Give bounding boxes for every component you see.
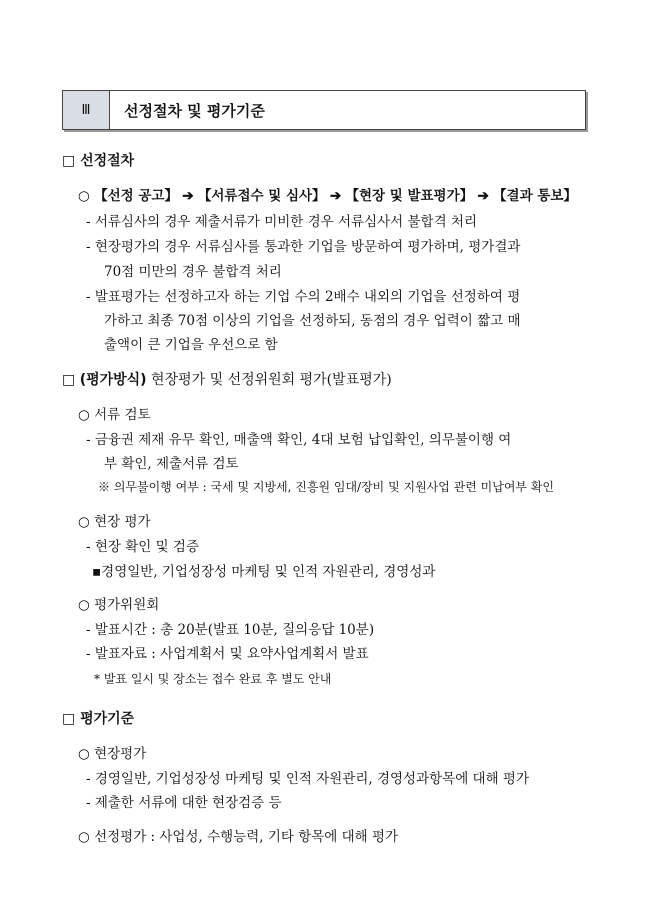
procedure-item: - 발표평가는 선정하고자 하는 기업 수의 2배수 내외의 기업을 선정하여 평 [86, 289, 521, 305]
doc-review-line: - 금융권 제재 유무 확인, 매출액 확인, 4대 보험 납입확인, 의무불이행 여 [86, 432, 512, 448]
committee-line: - 발표자료 : 사업계획서 및 요약사업계획서 발표 [86, 646, 369, 662]
procedure-item: - 서류심사의 경우 제출서류가 미비한 경우 서류심사서 불합격 처리 [86, 214, 477, 230]
criteria-selection: ○ 선정평가 : 사업성, 수행능력, 기타 항목에 대해 평가 [78, 829, 399, 845]
evaluation-method-text: 현장평가 및 선정위원회 평가(발표평가) [151, 372, 392, 388]
flow-bullet: ○ [78, 188, 90, 204]
procedure-flow [78, 184, 577, 204]
procedure-item-cont: 70점 미만의 경우 불합격 처리 [104, 264, 282, 280]
site-evaluation-line: - 현장 확인 및 검증 [86, 539, 200, 555]
committee-title: ○ 평가위원회 [78, 597, 160, 613]
evaluation-method-line [62, 369, 392, 389]
arrow-right-icon: ➔ [477, 188, 489, 204]
criteria-site-line: - 제출한 서류에 대한 현장검증 등 [86, 795, 282, 811]
flow-step-evaluation: 【현장 및 발표평가】 [345, 188, 474, 204]
doc-review-title: ○ 서류 검토 [78, 407, 151, 423]
section-title: 선정절차 및 평가기준 [124, 101, 265, 120]
procedure-item-cont: 출액이 큰 기업을 우선으로 함 [104, 337, 278, 353]
arrow-right-icon: ➔ [182, 188, 194, 204]
flow-step-announcement: 【선정 공고】 [94, 188, 178, 204]
evaluation-method-label: (평가방식) [79, 372, 147, 388]
committee-line: - 발표시간 : 총 20분(발표 10분, 질의응답 10분) [86, 622, 375, 638]
criteria-site-line: - 경영일반, 기업성장성 마케팅 및 인적 자원관리, 경영성과항목에 대해 평가 [86, 771, 529, 787]
doc-review-note: ※ 의무불이행 여부 : 국세 및 지방세, 진흥원 임대/장비 및 지원사업 관련 미납여부 확인 [98, 480, 555, 494]
procedure-item: - 현장평가의 경우 서류심사를 통과한 기업을 방문하여 평가하며, 평가결과 [86, 239, 521, 255]
doc-review-line-cont: 부 확인, 제출서류 검토 [104, 456, 239, 472]
flow-step-result: 【결과 통보】 [493, 188, 577, 204]
evaluation-criteria-heading: □ 평가기준 [62, 711, 135, 727]
section-number: Ⅲ [63, 91, 110, 129]
criteria-site-title: ○ 현장평가 [78, 746, 147, 762]
procedure-item-cont: 가하고 최종 70점 이상의 기업을 선정하되, 동점의 경우 업력이 짧고 매 [104, 313, 521, 329]
site-evaluation-subitem: ▪경영일반, 기업성장성 마케팅 및 인적 자원관리, 경영성과 [92, 564, 436, 580]
arrow-right-icon: ➔ [329, 188, 342, 204]
flow-step-document: 【서류접수 및 심사】 [197, 188, 326, 204]
checkbox-square-icon: □ [62, 372, 76, 388]
selection-procedure-heading: □ 선정절차 [62, 153, 135, 169]
committee-note: * 발표 일시 및 장소는 접수 완료 후 별도 안내 [94, 672, 332, 686]
section-header [62, 90, 586, 130]
site-evaluation-title: ○ 현장 평가 [78, 514, 151, 530]
